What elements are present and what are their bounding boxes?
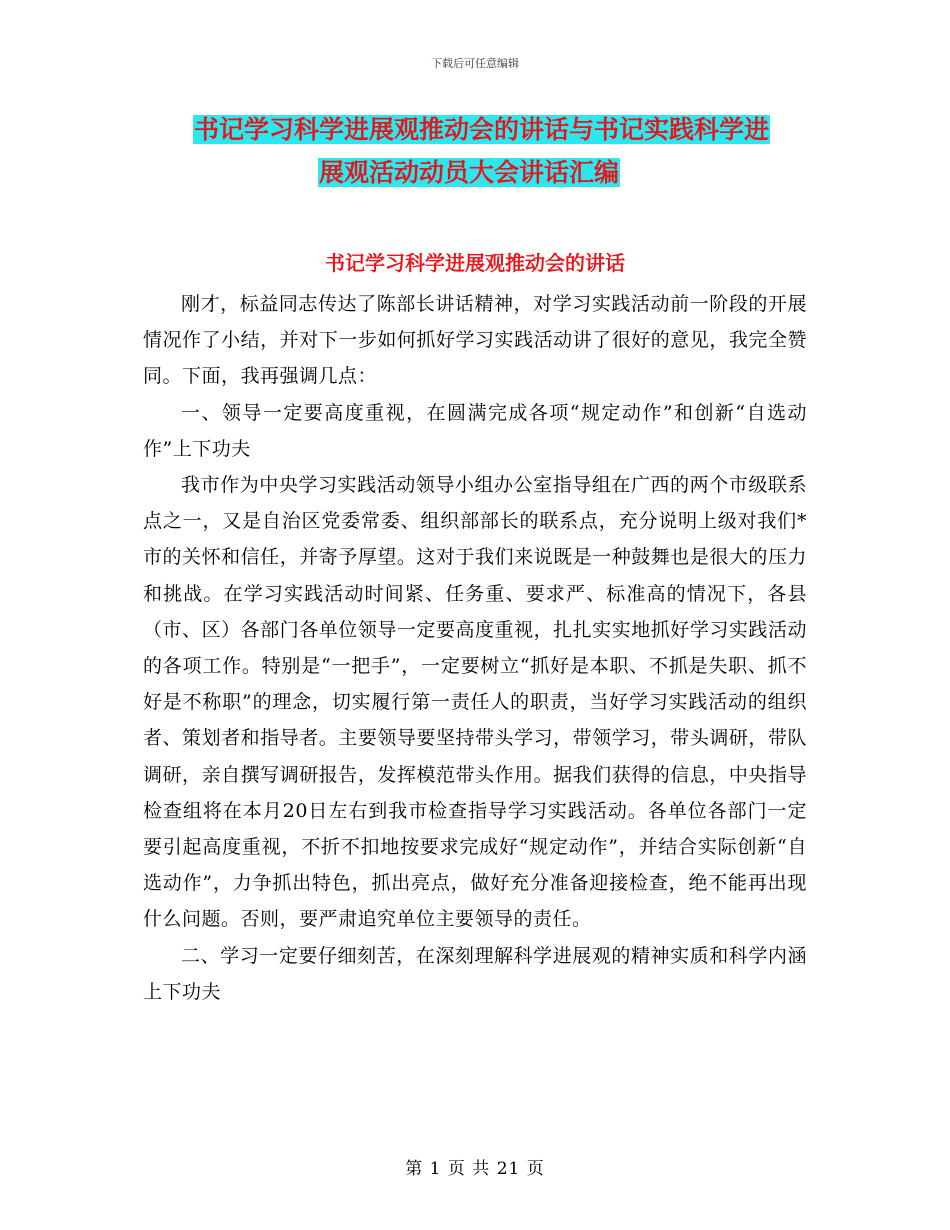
paragraph: 一、领导一定要高度重视，在圆满完成各项“规定动作”和创新“自选动作”上下功夫 bbox=[143, 401, 807, 460]
header-note: 下载后可任意编辑 bbox=[431, 57, 519, 70]
section-title: 书记学习科学进展观推动会的讲话 bbox=[325, 251, 625, 275]
body-text bbox=[143, 286, 807, 1010]
paragraph: 我市作为中央学习实践活动领导小组办公室指导组在广西的两个市级联系点之一，又是自治区党委常委、组织部部长的联系点，充分说明上级对我们*市的关怀和信任，并寄予厚望。这对于我们来说既是一种鼓舞也是很大的压力和挑战。在学习实践活动时间紧、任务重、要求严、标准高的情况下，各县（市、区）各部门各单位领导一定要高度重视，扎扎实实地抓好学习实践活动的各项工作。特别是“一把手”，一定要树立“抓好是本职、不抓是失职、抓不好是不称职”的理念，切实履行第一责任人的职责，当好学习实践活动的组织者、策划者和指导者。主要领导要坚持带头学习，带领学习，带头调研，带队调研，亲自撰写调研报告，发挥模范带头作用。据我们获得的信息，中央指导检查组将在本月20日左右到我市检查指导学习实践活动。各单位各部门一定要引起高度重视，不折不扣地按要求完成好“规定动作”，并结合实际创新“自选动作”，力争抓出特色，抓出亮点，做好充分准备迎接检查，绝不能再出现什么问题。否则，要严肃追究单位主要领导的责任。 bbox=[143, 474, 807, 931]
paragraph: 二、学习一定要仔细刻苦，在深刻理解科学进展观的精神实质和科学内涵上下功夫 bbox=[143, 944, 807, 1003]
document-title-line-2-text: 展观活动动员大会讲话汇编 bbox=[319, 158, 620, 187]
paragraph: 刚才，标益同志传达了陈部长讲话精神，对学习实践活动前一阶段的开展情况作了小结，并对下一步如何抓好学习实践活动讲了很好的意见，我完全赞同。下面，我再强调几点： bbox=[143, 293, 807, 388]
page-footer: 第 1 页 共 21 页 bbox=[405, 1159, 545, 1179]
document-title-line-1-text: 书记学习科学进展观推动会的讲话与书记实践科学进 bbox=[194, 115, 770, 144]
document-title-line-1 bbox=[0, 112, 950, 148]
document-title-line-2 bbox=[0, 155, 950, 191]
